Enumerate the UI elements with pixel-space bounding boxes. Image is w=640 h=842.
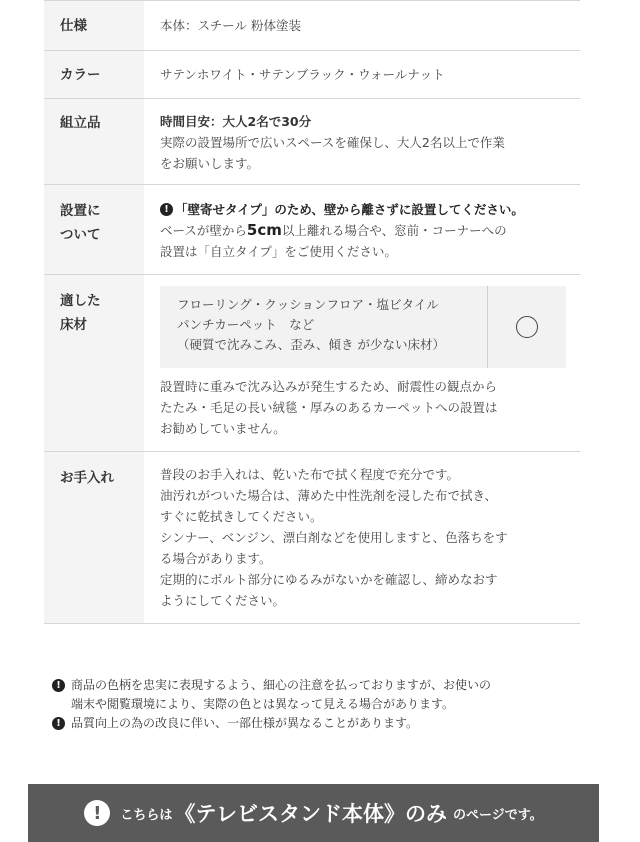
row-label-care: お手入れ [44, 452, 144, 623]
floor-type-line: （硬質で沈みこみ、歪み、傾き が少ない床材） [177, 337, 445, 352]
row-label-floor [44, 275, 144, 451]
spec-row-color [44, 51, 580, 99]
assembly-text-line: をお願いします。 [160, 156, 260, 171]
banner-main: 《テレビスタンド本体》のみ [174, 802, 447, 826]
row-value-install [144, 185, 580, 274]
care-text-line: 油汚れがついた場合は、薄めた中性洗剤を浸した布で拭き、 [160, 488, 498, 503]
floor-types [160, 286, 488, 368]
label-line: 設置に [60, 203, 101, 219]
note-text [71, 676, 491, 714]
exclamation-icon: ! [84, 800, 110, 826]
spec-table [44, 0, 580, 624]
label-line: 適した [60, 293, 101, 309]
install-text-line: 設置は「自立タイプ」をご使用ください。 [160, 244, 397, 259]
note-text [71, 714, 418, 733]
note-color [52, 676, 592, 714]
care-text-line: ようにしてください。 [160, 593, 286, 608]
spec-row-assembly [44, 99, 580, 185]
exclamation-icon: ! [52, 717, 65, 730]
notes [52, 676, 592, 733]
row-value-care [144, 452, 580, 623]
install-warning-text: 「壁寄せタイプ」のため、壁から離さずに設置してください。 [175, 202, 524, 217]
install-text-line [160, 220, 580, 241]
banner-prefix: こちらは [120, 807, 173, 823]
floor-type-line: パンチカーペット など [177, 317, 315, 332]
row-label-color: カラー [44, 51, 144, 98]
row-label-assembly: 組立品 [44, 99, 144, 184]
care-text-line: 普段のお手入れは、乾いた布で拭く程度で充分です。 [160, 467, 460, 482]
row-label-spec: 仕様 [44, 1, 144, 50]
spec-row-care [44, 452, 580, 624]
floor-note-line: お勧めしていません。 [160, 421, 286, 436]
note-line: 端末や閲覧環境により、実際の色とは異なって見える場合があります。 [71, 697, 455, 711]
product-notice-banner [28, 784, 599, 842]
note-line: 品質向上の為の改良に伴い、一部仕様が異なることがあります。 [71, 716, 419, 730]
row-value-floor [144, 275, 580, 451]
care-text-line: シンナー、ベンジン、漂白剤などを使用しますと、色落ちをす [160, 530, 508, 545]
spec-row-install [44, 185, 580, 275]
row-value-assembly [144, 99, 580, 184]
note-quality [52, 714, 592, 733]
floor-note-line: 設置時に重みで沈み込みが発生するため、耐震性の観点から [160, 379, 498, 394]
exclamation-icon: ! [52, 679, 65, 692]
install-line1-post: 以上離れる場合や、窓前・コーナーへの [281, 223, 507, 238]
circle-icon [516, 316, 538, 338]
label-line: ついて [60, 227, 101, 243]
assembly-time: 時間目安：大人2名で30分 [160, 114, 312, 129]
spec-row-floor [44, 275, 580, 452]
floor-suitable-mark [488, 286, 566, 368]
row-value-color: サテンホワイト・サテンブラック・ウォールナット [160, 67, 445, 82]
care-text-line: すぐに乾拭きしてください。 [160, 509, 323, 524]
care-text-line: る場合があります。 [160, 551, 272, 566]
install-distance: 5cm [246, 221, 282, 239]
row-value-spec: 本体：スチール 粉体塗装 [160, 18, 301, 33]
floor-note-line: たたみ・毛足の長い絨毯・厚みのあるカーペットへの設置は [160, 400, 498, 415]
install-line1-pre: ベースが壁から [160, 223, 247, 238]
label-line: 床材 [60, 317, 87, 333]
banner-suffix: のページです。 [452, 807, 543, 823]
care-text-line: 定期的にボルト部分にゆるみがないかを確認し、締めなおす [160, 572, 498, 587]
exclamation-icon: ! [160, 203, 173, 216]
floor-type-line: フローリング・クッションフロア・塩ビタイル [177, 297, 439, 312]
row-label-install [44, 185, 144, 274]
spec-row-spec [44, 0, 580, 51]
note-line: 商品の色柄を忠実に表現するよう、細心の注意を払っておりますが、お使いの [71, 678, 492, 692]
install-warning [160, 199, 580, 220]
assembly-text-line: 実際の設置場所で広いスペースを確保し、大人2名以上で作業 [160, 135, 505, 150]
floor-types-box [160, 286, 566, 368]
